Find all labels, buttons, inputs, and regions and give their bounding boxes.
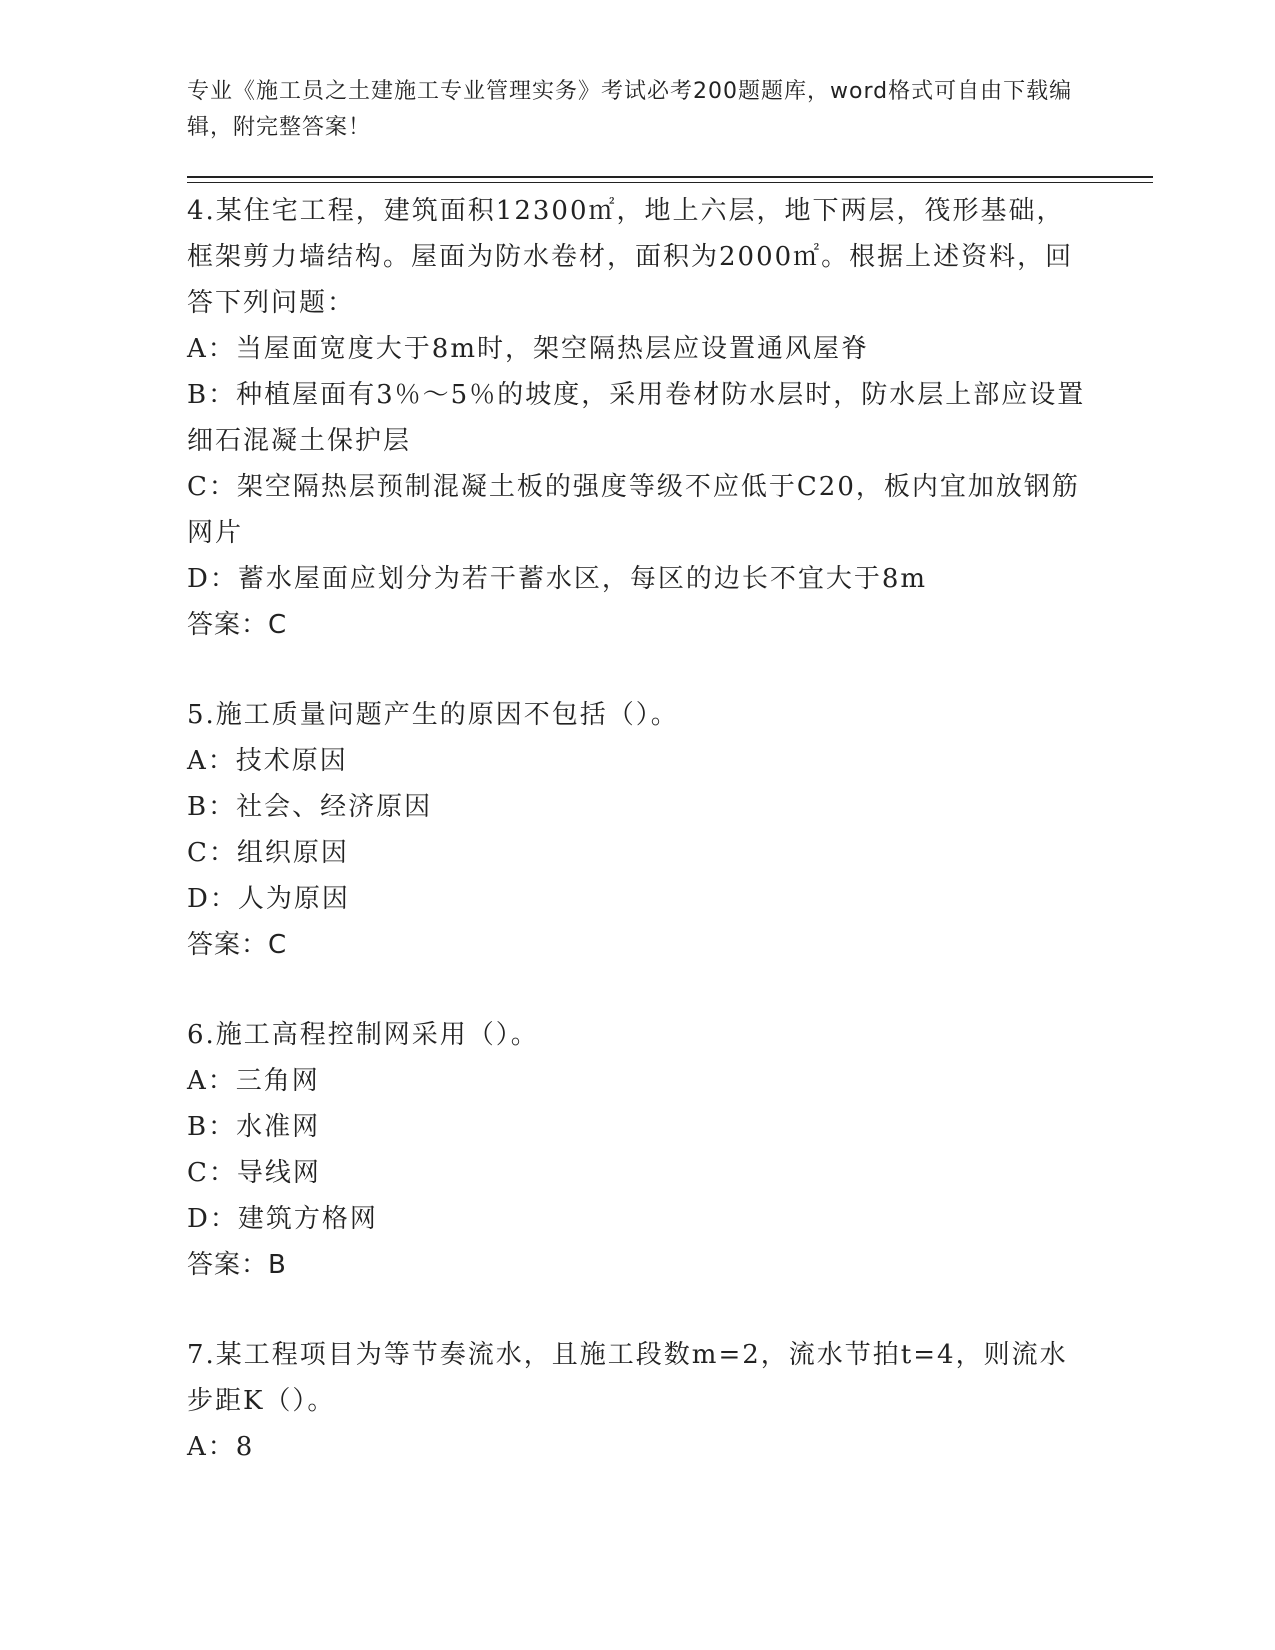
option-a: A：技术原因 [187,746,348,776]
question-stem: 6.施工高程控制网采用（）。 [187,1020,539,1050]
option-c: C：导线网 [187,1158,321,1188]
document-header: 专业《施工员之土建施工专业管理实务》考试必考200题题库，word格式可自由下载编辑，附完整答案！ [187,79,1073,140]
option-a: A：当屋面宽度大于8m时，架空隔热层应设置通风屋脊 [187,334,869,364]
question-stem: 5.施工质量问题产生的原因不包括（）。 [187,700,679,730]
option-b: B：水准网 [187,1112,321,1142]
question-list [187,188,1087,1514]
header-divider-thin [187,182,1153,183]
option-d: D：建筑方格网 [187,1204,378,1234]
question-7 [187,1332,1087,1470]
option-a: A：8 [187,1432,255,1462]
answer-line: 答案：B [187,1250,287,1280]
answer-line: 答案：C [187,610,288,640]
question-4 [187,188,1087,648]
question-5 [187,692,1087,968]
option-b: B：种植屋面有3％～5％的坡度，采用卷材防水层时，防水层上部应设置细石混凝土保护层 [187,380,1086,456]
answer-line: 答案：C [187,930,288,960]
option-d: D：蓄水屋面应划分为若干蓄水区，每区的边长不宜大于8m [187,564,928,594]
option-d: D：人为原因 [187,884,350,914]
question-6 [187,1012,1087,1288]
option-b: B：社会、经济原因 [187,792,433,822]
question-stem: 4.某住宅工程，建筑面积12300㎡，地上六层，地下两层，筏形基础，框架剪力墙结构。屋面为防水卷材，面积为2000㎡。根据上述资料，回答下列问题： [187,196,1074,318]
option-c: C：架空隔热层预制混凝土板的强度等级不应低于C20，板内宜加放钢筋网片 [187,472,1080,548]
header-divider-thick [187,176,1153,178]
option-a: A：三角网 [187,1066,320,1096]
option-c: C：组织原因 [187,838,349,868]
question-stem: 7.某工程项目为等节奏流水，且施工段数m=2，流水节拍t=4，则流水步距K（）。 [187,1340,1068,1416]
